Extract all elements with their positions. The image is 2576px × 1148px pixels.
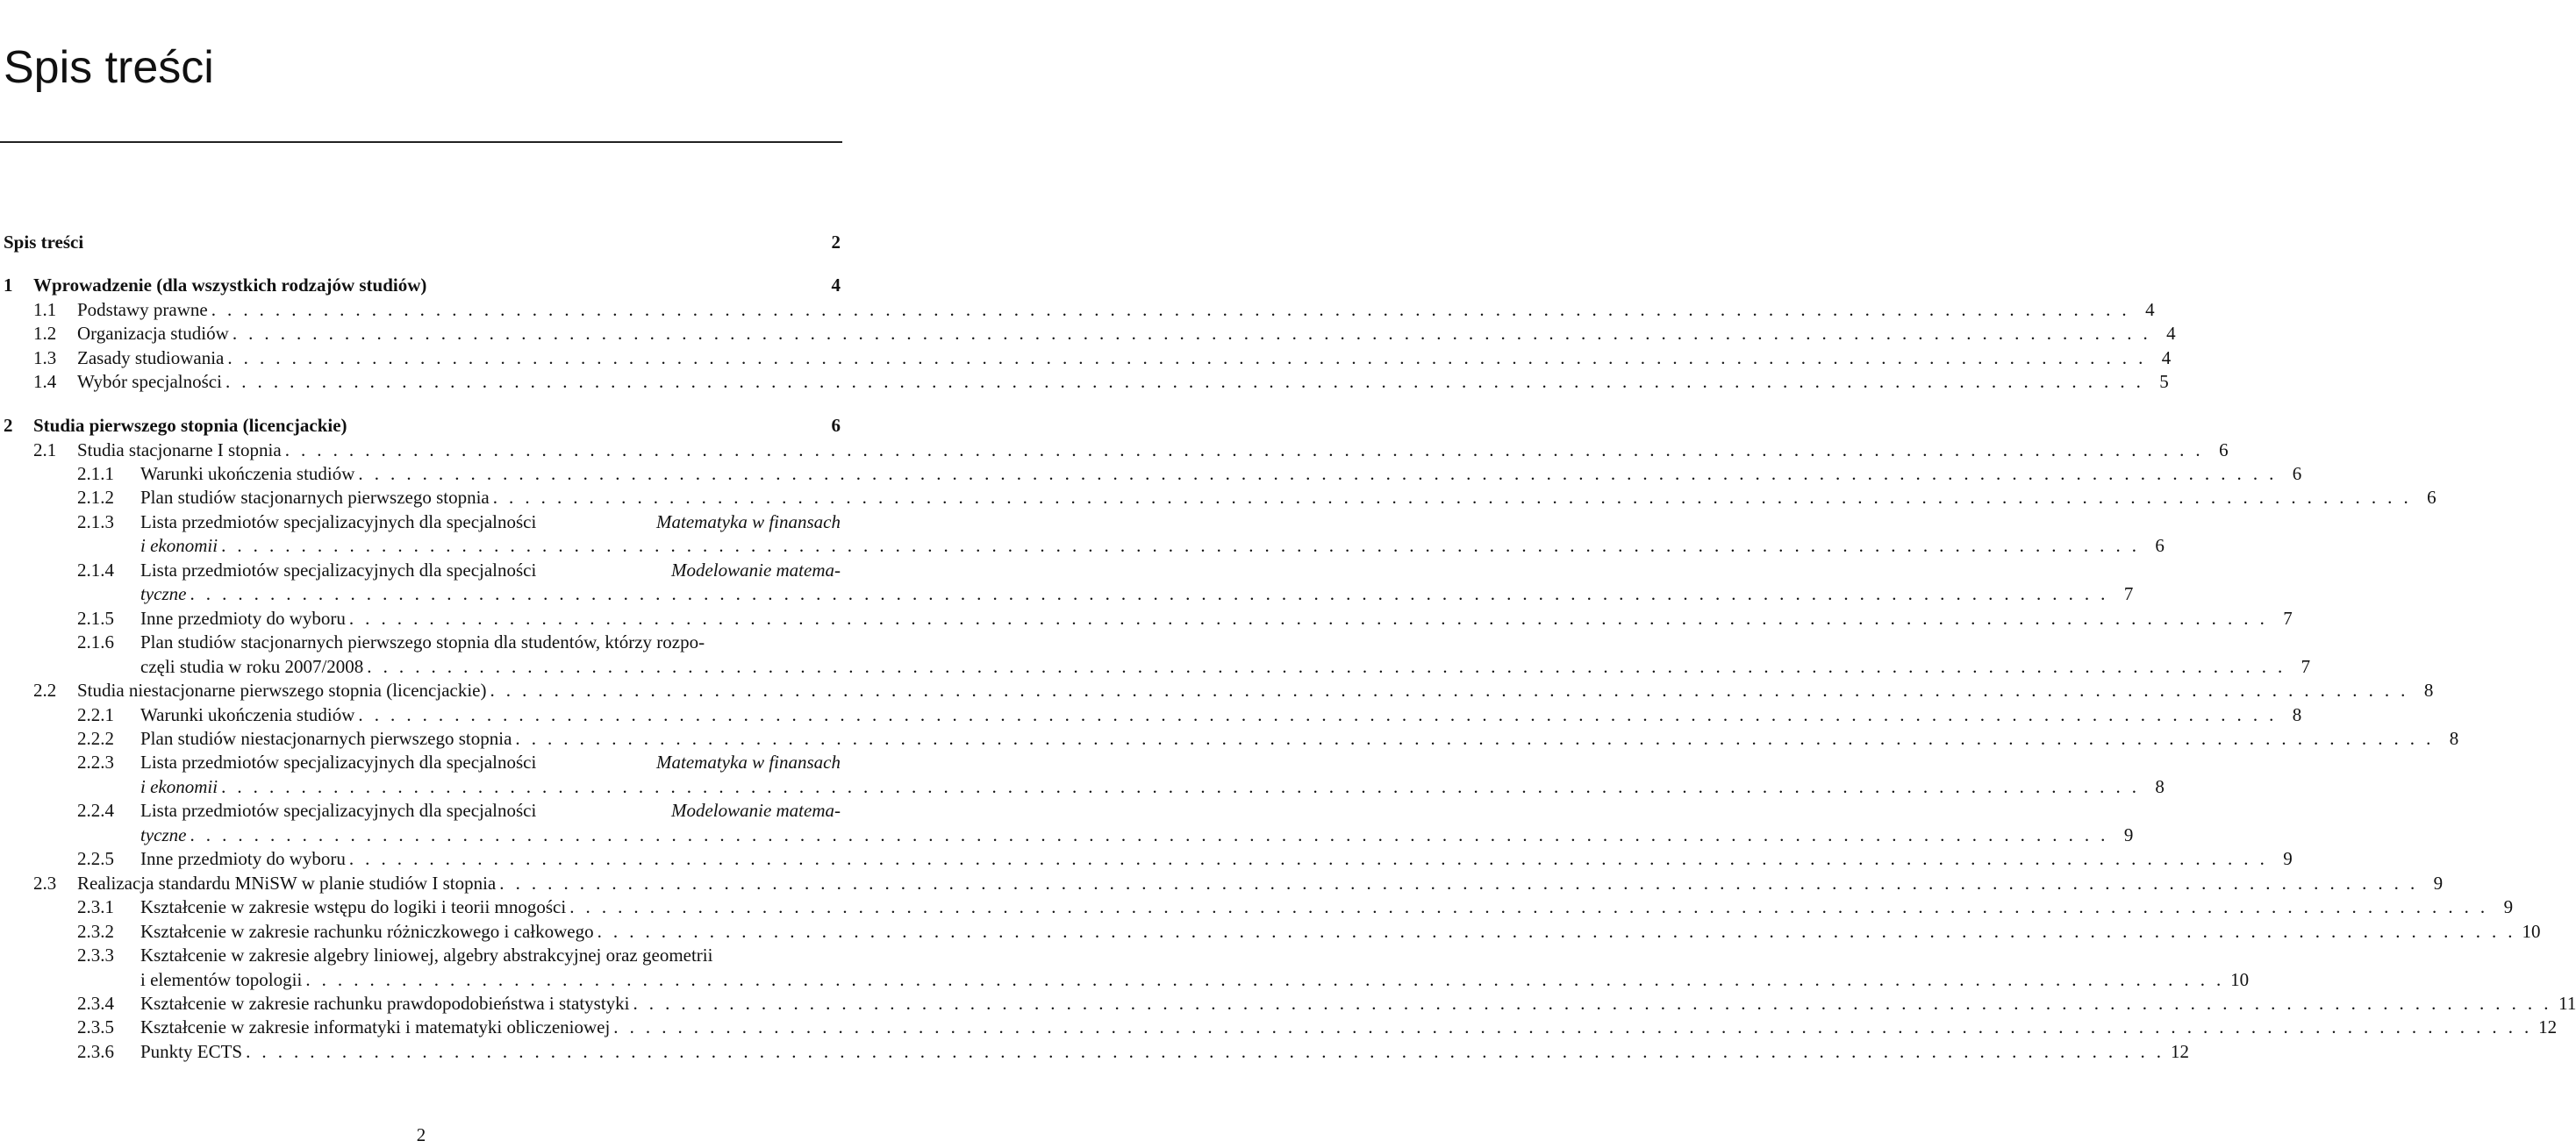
toc-number: 2 xyxy=(4,414,13,436)
toc-page-number: 4 xyxy=(2161,346,2172,368)
toc-page-number: 9 xyxy=(2283,848,2293,870)
toc-line xyxy=(77,439,2229,462)
toc-entry[interactable] xyxy=(4,703,2302,727)
toc-title-line1 xyxy=(140,631,841,655)
toc-page-number: 9 xyxy=(2123,824,2134,845)
toc-title-text: Lista przedmiotów specjalizacyjnych dla specjalności xyxy=(140,800,537,822)
toc-section[interactable] xyxy=(4,413,841,438)
toc-line xyxy=(33,273,841,297)
toc-line xyxy=(33,413,841,438)
toc-title-line2 xyxy=(140,824,2134,848)
toc-leader-dots: . . . . . . . . . . . . . . . . . . . . . . . . . . . . . . . . . . . . . . . . . . . . . . . . . . . . . . . . . . . . . . . . . . . . . . . . . . . . . . . . . . . . . . . . . . . . . . . . . . . . . . . . . . . . . . . . . . . . . . . . xyxy=(515,728,2435,749)
toc-entry[interactable] xyxy=(4,847,2293,871)
toc-title-line1 xyxy=(140,799,841,824)
toc-title: Wybór specjalności xyxy=(77,371,222,393)
toc-page-number: 11 xyxy=(2558,993,2576,1014)
toc-page-number: 4 xyxy=(2145,299,2155,320)
toc-number: 2.1.1 xyxy=(77,463,114,484)
toc-line xyxy=(140,486,2436,510)
toc-title-line1 xyxy=(140,944,841,968)
toc-number: 2.3.6 xyxy=(77,1040,114,1062)
page-title: Spis treści xyxy=(4,42,214,93)
toc-entry[interactable] xyxy=(4,322,2176,346)
toc-title-line1 xyxy=(140,751,841,775)
toc-title: Kształcenie w zakresie wstępu do logiki i teorii mnogości xyxy=(140,896,567,918)
toc-line xyxy=(140,703,2302,727)
toc-page-number: 8 xyxy=(2449,728,2459,749)
toc-title-italic: Modelowanie matema- xyxy=(670,800,841,822)
toc-line xyxy=(77,298,2155,322)
toc-title-italic: Matematyka w finansach xyxy=(656,752,841,774)
toc-leader-dots: . . . . . . . . . . . . . . . . . . . . . . . . . . . . . . . . . . . . . . . . . . . . . . . . . . . . . . . . . . . . . . . . . . . . . . . . . . . . . . . . . . . . . . . . . . . . . . . . . . . . . . . . . . . . . . . . . . . . . . . . xyxy=(358,703,2278,725)
toc-title: Punkty ECTS xyxy=(140,1040,243,1062)
toc-title-line2 xyxy=(140,968,2250,993)
toc-title: Podstawy prawne xyxy=(77,299,208,320)
toc-number: 2.1.5 xyxy=(77,607,114,629)
toc-number: 1.3 xyxy=(33,346,57,368)
toc-entry[interactable] xyxy=(4,944,2250,992)
toc-number: 1.2 xyxy=(33,323,57,345)
toc-entry[interactable] xyxy=(4,559,2134,607)
toc-title-text: Lista przedmiotów specjalizacyjnych dla specjalności xyxy=(140,752,537,774)
toc-section[interactable] xyxy=(4,273,841,297)
toc-entry[interactable] xyxy=(4,370,2169,394)
toc-leader-dots: . . . . . . . . . . . . . . . . . . . . . . . . . . . . . . . . . . . . . . . . . . . . . . . . . . . . . . . . . . . . . . . . . . . . . . . . . . . . . . . . . . . . . . . . . . . . . . . . . . . . . . . . . . . . . . . . . . . . . . . . xyxy=(211,299,2130,320)
toc-line xyxy=(77,872,2444,895)
toc-entry[interactable] xyxy=(4,439,2229,462)
toc-leader-dots: . . . . . . . . . . . . . . . . . . . . . . . . . . . . . . . . . . . . . . . . . . . . . . . . . . . . . . . . . . . . . . . . . . . . . . . . . . . . . . . . . . . . . . . . . . . . . . . . . . . . . . . . . . . . . . . . . . . . . . . . xyxy=(613,1016,2533,1038)
toc-page-number: 10 xyxy=(2230,968,2250,990)
toc-page-number: 7 xyxy=(2301,655,2311,677)
toc-number: 2.1.6 xyxy=(77,631,114,653)
toc-title-line1 xyxy=(140,559,841,583)
toc-leader-dots: . . . . . . . . . . . . . . . . . . . . . . . . . . . . . . . . . . . . . . . . . . . . . . . . . . . . . . . . . . . . . . . . . . . . . . . . . . . . . . . . . . . . . . . . . . . . . . . . . . . . . . . . . . . . . . . . . . . . . . . . xyxy=(190,824,2109,845)
toc-line xyxy=(140,1016,2558,1039)
toc-line xyxy=(140,727,2459,751)
toc-entry[interactable] xyxy=(4,895,2514,919)
toc-page-number: 12 xyxy=(2538,1016,2558,1038)
toc-entry[interactable] xyxy=(4,631,2311,679)
toc-line xyxy=(140,895,2514,919)
toc-title-text: częli studia w roku 2007/2008 xyxy=(140,655,364,677)
toc-title: Kształcenie w zakresie rachunku prawdopodobieństwa i statystyki xyxy=(140,993,630,1014)
toc-entry[interactable] xyxy=(4,992,2576,1016)
toc-title: Warunki ukończenia studiów xyxy=(140,703,355,725)
toc-page-number: 7 xyxy=(2123,583,2134,605)
toc-page-number: 9 xyxy=(2433,872,2444,894)
toc-entry[interactable] xyxy=(4,751,2165,799)
toc-number: 1 xyxy=(4,275,13,296)
page-number: 2 xyxy=(416,1124,426,1145)
toc-title-line2 xyxy=(140,534,2165,559)
toc-number: 2.1.3 xyxy=(77,510,114,532)
toc-line xyxy=(140,992,2576,1016)
toc-title-text: i elementów topologii xyxy=(140,968,303,990)
toc-number: 1.4 xyxy=(33,371,57,393)
toc-number: 2.2 xyxy=(33,680,57,702)
toc-title-line2 xyxy=(140,775,2165,800)
toc-title: Inne przedmioty do wyboru xyxy=(140,607,346,629)
toc-entry[interactable] xyxy=(4,727,2459,751)
toc-number: 1.1 xyxy=(33,299,57,320)
toc-line xyxy=(140,847,2293,871)
toc-entry[interactable] xyxy=(4,920,2541,944)
toc-entry[interactable] xyxy=(4,872,2444,895)
toc-number: 2.1.2 xyxy=(77,487,114,509)
toc-title-line2 xyxy=(140,582,2134,607)
toc-number: 2.1 xyxy=(33,439,57,460)
toc-number: 2.2.4 xyxy=(77,800,114,822)
toc-number: 2.1.4 xyxy=(77,559,114,581)
toc-page-number: 6 xyxy=(2292,463,2302,484)
toc-number: 2.3.5 xyxy=(77,1016,114,1038)
toc-title-text: Lista przedmiotów specjalizacyjnych dla specjalności xyxy=(140,510,537,532)
toc-leader-dots: . . . . . . . . . . . . . . . . . . . . . . . . . . . . . . . . . . . . . . . . . . . . . . . . . . . . . . . . . . . . . . . . . . . . . . . . . . . . . . . . . . . . . . . . . . . . . . . . . . . . . . . . . . . . . . . . . . . . . . . . xyxy=(221,775,2140,797)
toc-leader-dots: . . . . . . . . . . . . . . . . . . . . . . . . . . . . . . . . . . . . . . . . . . . . . . . . . . . . . . . . . . . . . . . . . . . . . . . . . . . . . . . . . . . . . . . . . . . . . . . . . . . . . . . . . . . . . . . . . . . . . . . . xyxy=(367,655,2286,677)
toc-title-text: Kształcenie w zakresie algebry liniowej, algebry abstrakcyjnej oraz geometrii xyxy=(140,945,713,966)
toc-title: Kształcenie w zakresie rachunku różniczkowego i całkowego xyxy=(140,920,594,942)
toc-entry[interactable] xyxy=(4,486,2436,510)
toc-line xyxy=(77,370,2169,394)
toc-number: 2.3 xyxy=(33,872,57,894)
toc-leader-dots: . . . . . . . . . . . . . . . . . . . . . . . . . . . . . . . . . . . . . . . . . . . . . . . . . . . . . . . . . . . . . . . . . . . . . . . . . . . . . . . . . . . . . . . . . . . . . . . . . . . . . . . . . . . . . . . . . . . . . . . . xyxy=(225,371,2144,393)
toc-section[interactable] xyxy=(4,230,841,254)
toc-page-number: 12 xyxy=(2170,1040,2189,1062)
toc-leader-dots: . . . . . . . . . . . . . . . . . . . . . . . . . . . . . . . . . . . . . . . . . . . . . . . . . . . . . . . . . . . . . . . . . . . . . . . . . . . . . . . . . . . . . . . . . . . . . . . . . . . . . . . . . . . . . . . . . . . . . . . . xyxy=(190,583,2109,605)
toc-title: Zasady studiowania xyxy=(77,346,225,368)
toc-title-italic: i ekonomii xyxy=(140,775,218,797)
toc-leader-dots: . . . . . . . . . . . . . . . . . . . . . . . . . . . . . . . . . . . . . . . . . . . . . . . . . . . . . . . . . . . . . . . . . . . . . . . . . . . . . . . . . . . . . . . . . . . . . . . . . . . . . . . . . . . . . . . . . . . . . . . . xyxy=(305,968,2225,990)
toc-line xyxy=(77,346,2172,370)
toc-page-number: 5 xyxy=(2159,371,2169,393)
toc-title-text: Plan studiów stacjonarnych pierwszego stopnia dla studentów, którzy rozpo- xyxy=(140,631,705,653)
toc-title-line1 xyxy=(140,510,841,535)
toc-line xyxy=(140,920,2541,944)
toc-page-number: 6 xyxy=(831,414,841,436)
toc-number: 2.3.1 xyxy=(77,896,114,918)
toc-page-number: 4 xyxy=(2166,323,2176,345)
toc-title: Studia niestacjonarne pierwszego stopnia (licencjackie) xyxy=(77,680,487,702)
toc-page-number: 7 xyxy=(2283,607,2293,629)
toc-entry[interactable] xyxy=(4,1016,2558,1039)
toc-entry[interactable] xyxy=(4,679,2434,702)
toc-page-number: 4 xyxy=(831,275,841,296)
toc-title: Plan studiów niestacjonarnych pierwszego stopnia xyxy=(140,728,512,749)
toc-leader-dots: . . . . . . . . . . . . . . . . . . . . . . . . . . . . . . . . . . . . . . . . . . . . . . . . . . . . . . . . . . . . . . . . . . . . . . . . . . . . . . . . . . . . . . . . . . . . . . . . . . . . . . . . . . . . . . . . . . . . . . . . xyxy=(284,439,2204,460)
toc-title-italic: tyczne xyxy=(140,583,187,605)
toc-page-number: 6 xyxy=(2427,487,2436,509)
toc-entry[interactable] xyxy=(4,346,2172,370)
toc-leader-dots: . . . . . . . . . . . . . . . . . . . . . . . . . . . . . . . . . . . . . . . . . . . . . . . . . . . . . . . . . . . . . . . . . . . . . . . . . . . . . . . . . . . . . . . . . . . . . . . . . . . . . . . . . . . . . . . . . . . . . . . . xyxy=(633,993,2552,1014)
toc-line xyxy=(77,322,2176,346)
toc-page-number: 2 xyxy=(831,232,841,253)
toc-number: 2.3.2 xyxy=(77,920,114,942)
toc-title: Wprowadzenie (dla wszystkich rodzajów studiów) xyxy=(33,275,427,296)
toc-leader-dots: . . . . . . . . . . . . . . . . . . . . . . . . . . . . . . . . . . . . . . . . . . . . . . . . . . . . . . . . . . . . . . . . . . . . . . . . . . . . . . . . . . . . . . . . . . . . . . . . . . . . . . . . . . . . . . . . . . . . . . . . xyxy=(348,848,2268,870)
toc-page-number: 6 xyxy=(2155,535,2165,557)
toc-page-number: 8 xyxy=(2155,775,2165,797)
toc-entry[interactable] xyxy=(4,1040,2189,1064)
toc-number: 2.2.1 xyxy=(77,703,114,725)
toc-number: 2.3.3 xyxy=(77,945,114,966)
toc-number: 2.2.3 xyxy=(77,752,114,774)
toc-line xyxy=(140,462,2302,486)
toc-leader-dots: . . . . . . . . . . . . . . . . . . . . . . . . . . . . . . . . . . . . . . . . . . . . . . . . . . . . . . . . . . . . . . . . . . . . . . . . . . . . . . . . . . . . . . . . . . . . . . . . . . . . . . . . . . . . . . . . . . . . . . . . xyxy=(227,346,2147,368)
toc-line xyxy=(140,607,2293,631)
toc-leader-dots: . . . . . . . . . . . . . . . . . . . . . . . . . . . . . . . . . . . . . . . . . . . . . . . . . . . . . . . . . . . . . . . . . . . . . . . . . . . . . . . . . . . . . . . . . . . . . . . . . . . . . . . . . . . . . . . . . . . . . . . . xyxy=(492,487,2412,509)
toc-number: 2.2.5 xyxy=(77,848,114,870)
toc-line xyxy=(77,679,2434,702)
toc-leader-dots: . . . . . . . . . . . . . . . . . . . . . . . . . . . . . . . . . . . . . . . . . . . . . . . . . . . . . . . . . . . . . . . . . . . . . . . . . . . . . . . . . . . . . . . . . . . . . . . . . . . . . . . . . . . . . . . . . . . . . . . . xyxy=(358,463,2278,484)
toc-leader-dots: . . . . . . . . . . . . . . . . . . . . . . . . . . . . . . . . . . . . . . . . . . . . . . . . . . . . . . . . . . . . . . . . . . . . . . . . . . . . . . . . . . . . . . . . . . . . . . . . . . . . . . . . . . . . . . . . . . . . . . . . xyxy=(221,535,2140,557)
toc-entry[interactable] xyxy=(4,462,2302,486)
toc-title-line2 xyxy=(140,655,2311,680)
toc-page-number: 9 xyxy=(2503,896,2514,918)
toc-leader-dots: . . . . . . . . . . . . . . . . . . . . . . . . . . . . . . . . . . . . . . . . . . . . . . . . . . . . . . . . . . . . . . . . . . . . . . . . . . . . . . . . . . . . . . . . . . . . . . . . . . . . . . . . . . . . . . . . . . . . . . . . xyxy=(499,872,2419,894)
toc-title: Studia stacjonarne I stopnia xyxy=(77,439,282,460)
toc-title-italic: i ekonomii xyxy=(140,535,218,557)
toc-title-italic: Matematyka w finansach xyxy=(656,510,841,532)
toc-title: Organizacja studiów xyxy=(77,323,229,345)
toc-title-italic: Modelowanie matema- xyxy=(670,559,841,581)
toc-entry[interactable] xyxy=(4,510,2165,559)
toc-title: Realizacja standardu MNiSW w planie studiów I stopnia xyxy=(77,872,497,894)
toc-number: 2.3.4 xyxy=(77,993,114,1014)
toc-entry[interactable] xyxy=(4,799,2134,847)
toc-entry[interactable] xyxy=(4,298,2155,322)
toc-leader-dots: . . . . . . . . . . . . . . . . . . . . . . . . . . . . . . . . . . . . . . . . . . . . . . . . . . . . . . . . . . . . . . . . . . . . . . . . . . . . . . . . . . . . . . . . . . . . . . . . . . . . . . . . . . . . . . . . . . . . . . . . xyxy=(597,920,2516,942)
toc-title: Inne przedmioty do wyboru xyxy=(140,848,346,870)
toc-title-text: Lista przedmiotów specjalizacyjnych dla specjalności xyxy=(140,559,537,581)
toc-line xyxy=(140,1040,2189,1064)
toc-leader-dots: . . . . . . . . . . . . . . . . . . . . . . . . . . . . . . . . . . . . . . . . . . . . . . . . . . . . . . . . . . . . . . . . . . . . . . . . . . . . . . . . . . . . . . . . . . . . . . . . . . . . . . . . . . . . . . . . . . . . . . . . xyxy=(246,1040,2165,1062)
title-divider xyxy=(0,141,842,143)
toc-title: Plan studiów stacjonarnych pierwszego stopnia xyxy=(140,487,490,509)
toc-title: Spis treści xyxy=(4,232,84,253)
toc-page-number: 8 xyxy=(2423,680,2434,702)
toc-leader-dots: . . . . . . . . . . . . . . . . . . . . . . . . . . . . . . . . . . . . . . . . . . . . . . . . . . . . . . . . . . . . . . . . . . . . . . . . . . . . . . . . . . . . . . . . . . . . . . . . . . . . . . . . . . . . . . . . . . . . . . . . xyxy=(232,323,2151,345)
toc-leader-dots: . . . . . . . . . . . . . . . . . . . . . . . . . . . . . . . . . . . . . . . . . . . . . . . . . . . . . . . . . . . . . . . . . . . . . . . . . . . . . . . . . . . . . . . . . . . . . . . . . . . . . . . . . . . . . . . . . . . . . . . . xyxy=(569,896,2489,918)
toc-page-number: 8 xyxy=(2292,703,2302,725)
toc-title-italic: tyczne xyxy=(140,824,187,845)
toc-title: Studia pierwszego stopnia (licencjackie) xyxy=(33,414,347,436)
toc-page-number: 10 xyxy=(2522,920,2541,942)
toc-line xyxy=(4,230,841,254)
toc-leader-dots: . . . . . . . . . . . . . . . . . . . . . . . . . . . . . . . . . . . . . . . . . . . . . . . . . . . . . . . . . . . . . . . . . . . . . . . . . . . . . . . . . . . . . . . . . . . . . . . . . . . . . . . . . . . . . . . . . . . . . . . . xyxy=(348,607,2268,629)
toc-entry[interactable] xyxy=(4,607,2293,631)
toc-title: Warunki ukończenia studiów xyxy=(140,463,355,484)
toc-title: Kształcenie w zakresie informatyki i matematyki obliczeniowej xyxy=(140,1016,611,1038)
toc-leader-dots: . . . . . . . . . . . . . . . . . . . . . . . . . . . . . . . . . . . . . . . . . . . . . . . . . . . . . . . . . . . . . . . . . . . . . . . . . . . . . . . . . . . . . . . . . . . . . . . . . . . . . . . . . . . . . . . . . . . . . . . . xyxy=(490,680,2409,702)
toc-page-number: 6 xyxy=(2219,439,2229,460)
toc-number: 2.2.2 xyxy=(77,728,114,749)
